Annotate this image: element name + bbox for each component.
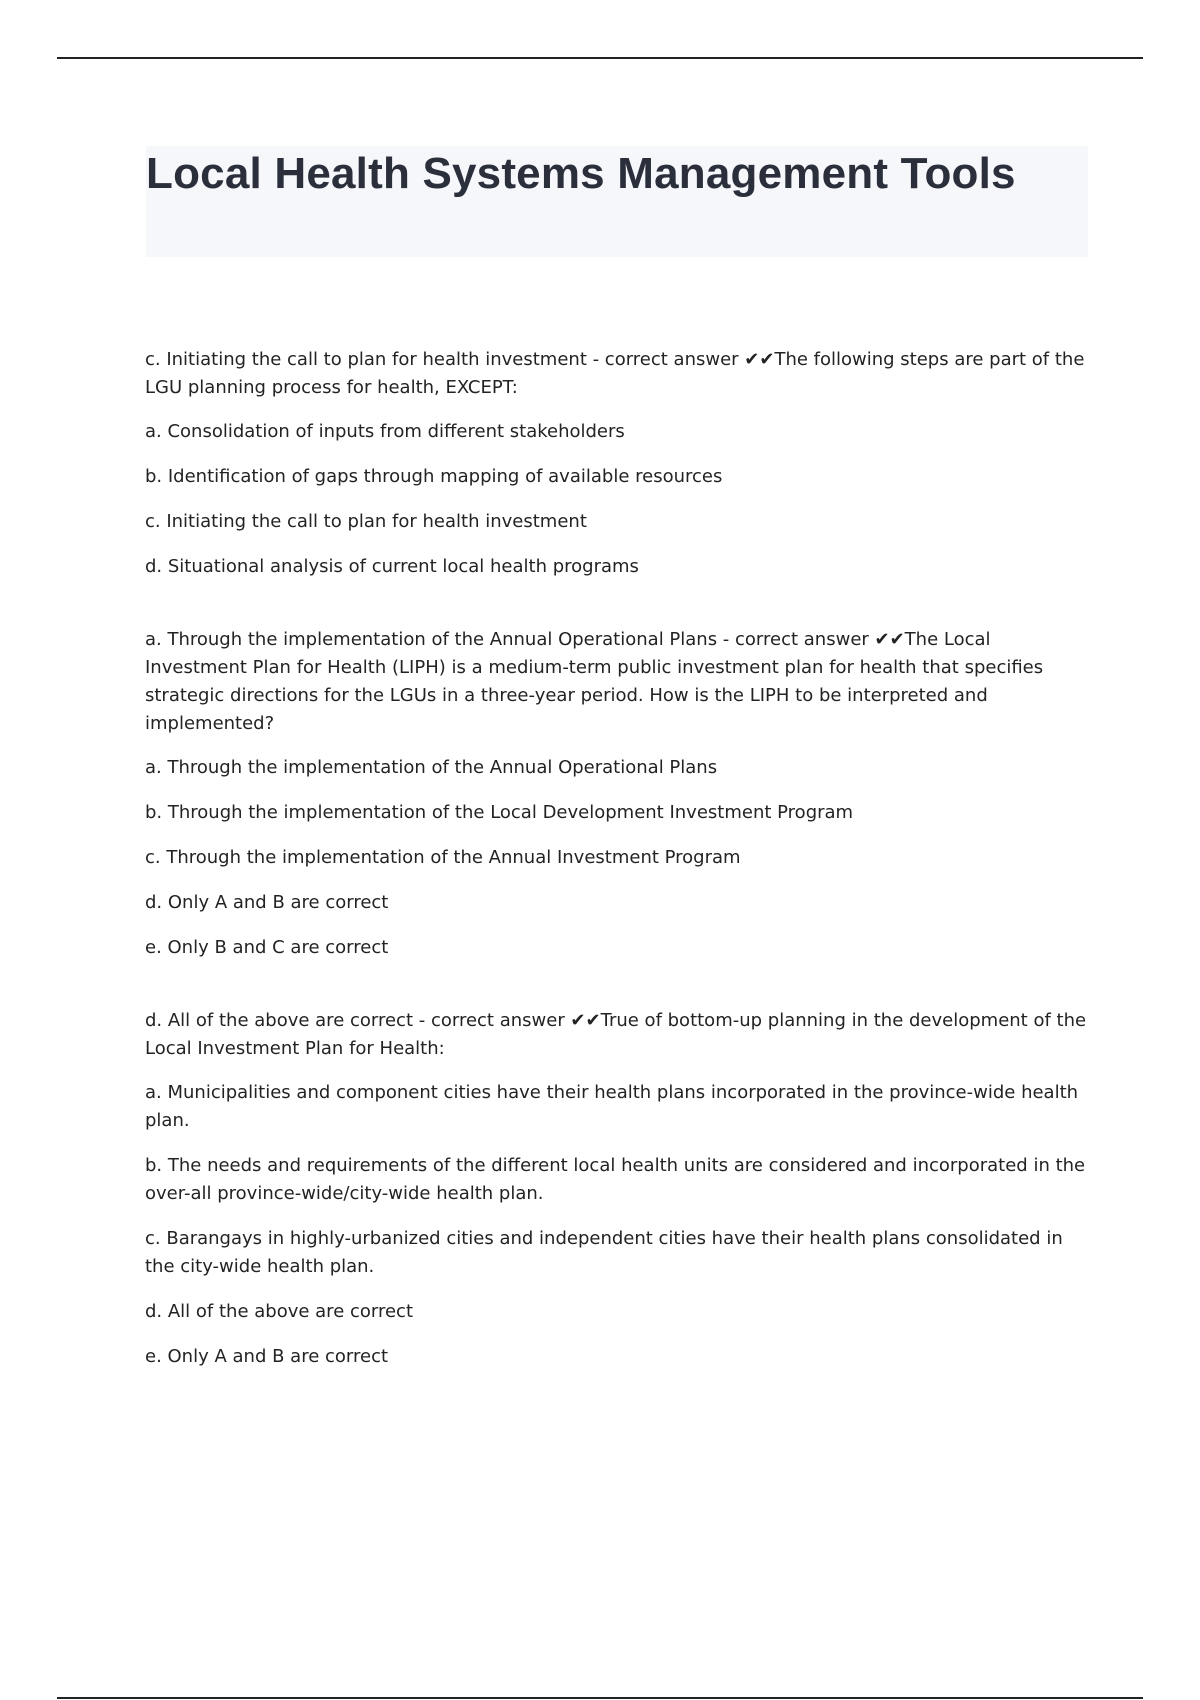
answer-option: b. Through the implementation of the Local Development Investment Program: [145, 802, 854, 823]
answer-option: b. The needs and requirements of the different local health units are considered and incorporated in the over-all province-wide/city-wide health plan.: [145, 1155, 1086, 1204]
answer-option: c. Initiating the call to plan for health investment: [145, 511, 587, 532]
top-divider: [57, 57, 1143, 59]
answer-option: c. Barangays in highly-urbanized cities and independent cities have their health plans consolidated in the city-wide health plan.: [145, 1228, 1063, 1277]
answer-option: a. Through the implementation of the Annual Operational Plans: [145, 757, 718, 778]
answer-option: a. Municipalities and component cities have their health plans incorporated in the province-wide health plan.: [145, 1082, 1079, 1131]
title-banner: [146, 146, 1088, 257]
answer-option: d. Only A and B are correct: [145, 892, 389, 913]
answer-option: d. Situational analysis of current local health programs: [145, 556, 639, 577]
question-text: c. Initiating the call to plan for health investment - correct answer ✔✔The following steps are part of the LGU planning process for health, EXCEPT:: [145, 349, 1085, 398]
answer-option: e. Only B and C are correct: [145, 937, 389, 958]
question-text: a. Through the implementation of the Annual Operational Plans - correct answer ✔✔The Local Investment Plan for Health (LIPH) is a medium-term public investment plan for health that specifies strategic directions for the LGUs in a three-year period. How is the LIPH to be interpreted and implemented?: [145, 629, 1044, 734]
page-title: Local Health Systems Management Tools: [146, 149, 1016, 198]
answer-option: c. Through the implementation of the Annual Investment Program: [145, 847, 741, 868]
document-body: [145, 346, 1090, 1388]
answer-option: d. All of the above are correct: [145, 1301, 414, 1322]
answer-option: a. Consolidation of inputs from different stakeholders: [145, 421, 625, 442]
question-block: [145, 346, 1090, 581]
question-text: d. All of the above are correct - correct answer ✔✔True of bottom-up planning in the development of the Local Investment Plan for Health:: [145, 1010, 1087, 1059]
answer-option: e. Only A and B are correct: [145, 1346, 389, 1367]
question-block: [145, 1007, 1090, 1371]
answer-option: b. Identification of gaps through mapping of available resources: [145, 466, 723, 487]
bottom-divider: [57, 1697, 1143, 1699]
question-block: [145, 626, 1090, 962]
